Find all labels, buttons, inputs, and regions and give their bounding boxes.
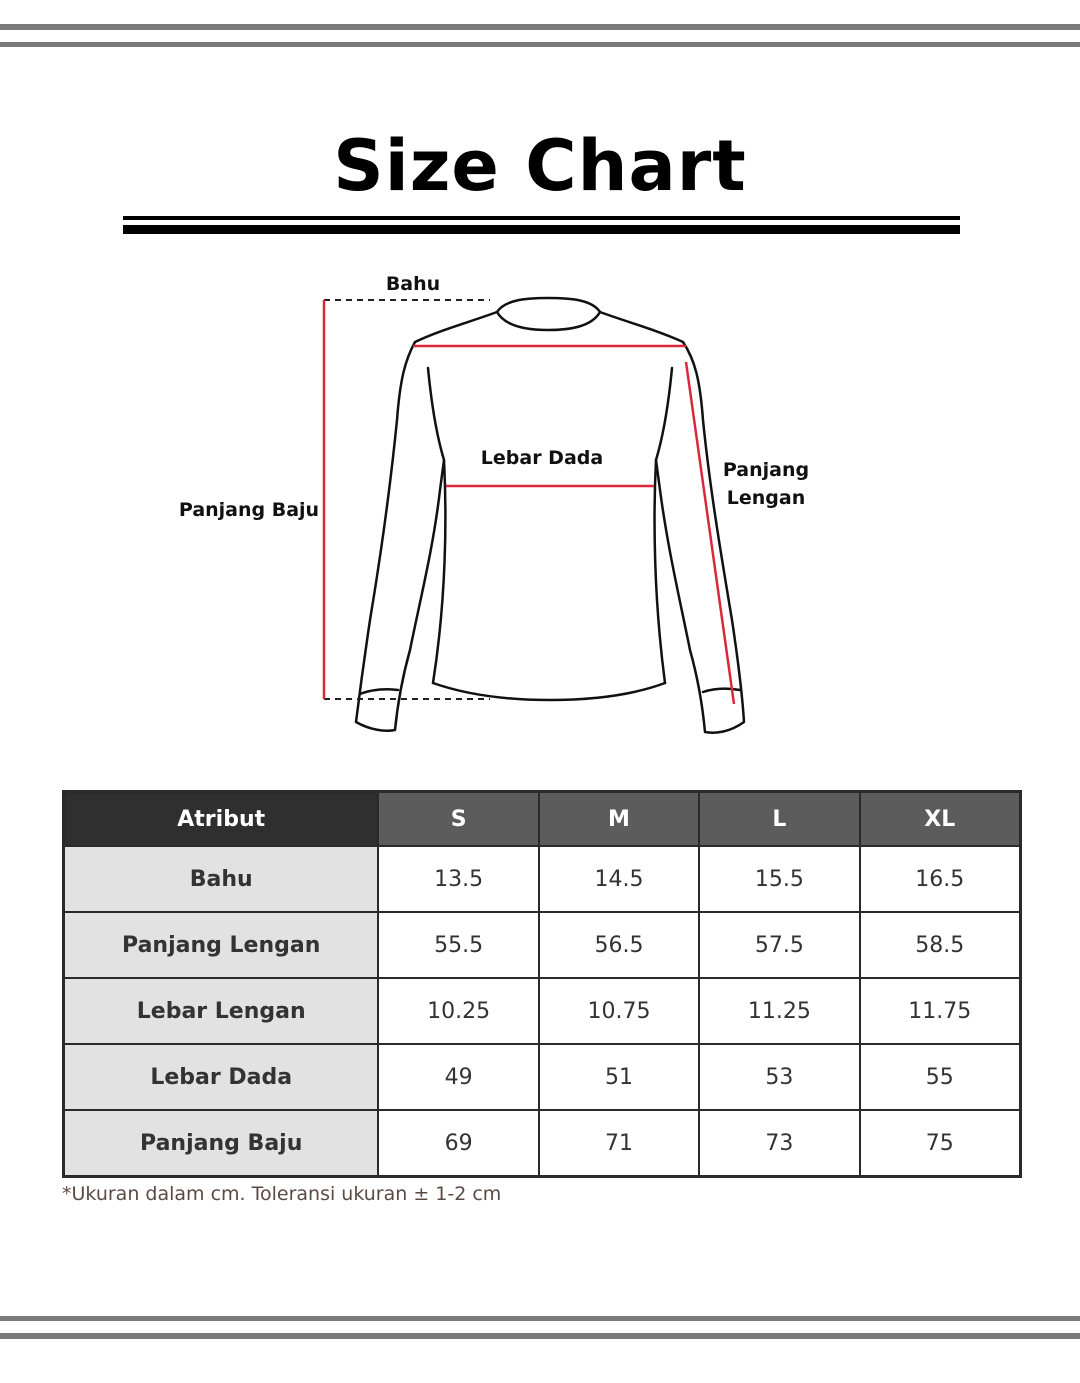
table-cell: 11.75 [860,978,1021,1044]
title-underline-thick [123,225,960,234]
table-cell: 13.5 [378,846,538,912]
footnote: *Ukuran dalam cm. Toleransi ukuran ± 1-2 cm [62,1183,502,1205]
page-title: Size Chart [333,125,747,207]
label-lebar-dada: Lebar Dada [480,447,604,469]
top-border-line-1 [0,24,1080,30]
bottom-border-line-2 [0,1333,1080,1339]
title-underline-thin [123,216,960,220]
table-cell: 53 [699,1044,859,1110]
table-row [64,912,1021,978]
label-panjang-lengan-1: Panjang [722,459,810,481]
table-cell: 16.5 [860,846,1021,912]
table-header-row [64,792,1021,847]
table-cell: 55.5 [378,912,538,978]
hem [433,683,665,700]
row-label: Lebar Lengan [64,978,379,1044]
cuff-right [703,689,740,692]
bottom-border-line-1 [0,1316,1080,1321]
sweater-diagram [0,250,1080,750]
cuff-left [360,689,398,694]
table-row [64,1110,1021,1177]
table-cell: 58.5 [860,912,1021,978]
top-border-line-2 [0,42,1080,47]
table-cell: 11.25 [699,978,859,1044]
table-cell: 14.5 [539,846,699,912]
table-cell: 10.75 [539,978,699,1044]
collar-outer [497,298,600,312]
table-cell: 51 [539,1044,699,1110]
table-row [64,978,1021,1044]
table-row [64,846,1021,912]
row-label: Panjang Lengan [64,912,379,978]
table-cell: 57.5 [699,912,859,978]
header-size-xl: XL [860,792,1021,847]
collar-inner [497,312,600,330]
table-cell: 56.5 [539,912,699,978]
sleeve-measure-line [686,362,734,704]
table-cell: 15.5 [699,846,859,912]
size-table [62,790,1022,1178]
table-cell: 75 [860,1110,1021,1177]
header-size-l: L [699,792,859,847]
table-cell: 71 [539,1110,699,1177]
table-row [64,1044,1021,1110]
header-size-m: M [539,792,699,847]
label-panjang-lengan-2: Lengan [726,487,806,509]
label-panjang-baju: Panjang Baju [178,499,320,521]
body-outline-right [600,312,744,733]
label-bahu: Bahu [385,273,441,295]
table-cell: 49 [378,1044,538,1110]
header-size-s: S [378,792,538,847]
table-cell: 10.25 [378,978,538,1044]
table-cell: 69 [378,1110,538,1177]
row-label: Bahu [64,846,379,912]
row-label: Panjang Baju [64,1110,379,1177]
row-label: Lebar Dada [64,1044,379,1110]
header-attribute: Atribut [64,792,379,847]
body-outline [356,312,497,731]
table-cell: 55 [860,1044,1021,1110]
table-cell: 73 [699,1110,859,1177]
